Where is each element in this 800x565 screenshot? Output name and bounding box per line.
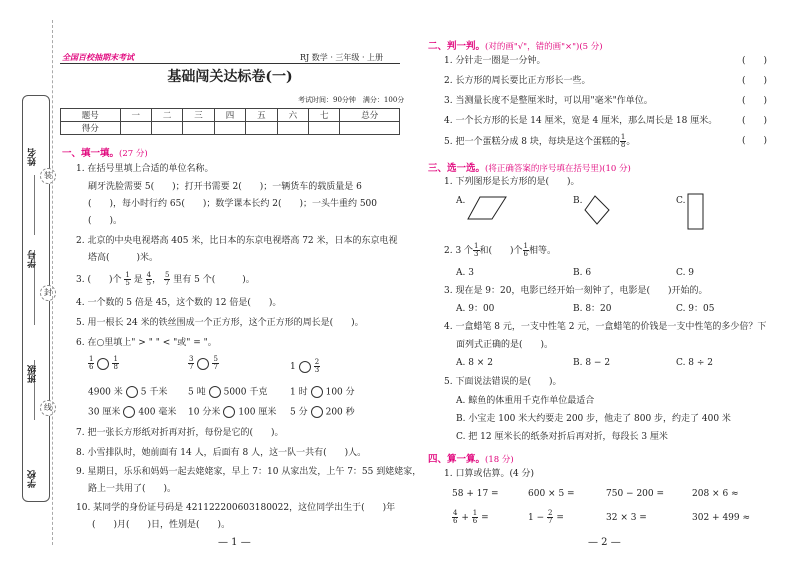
denominator: 7 [189, 363, 194, 371]
compare-left: 1 [290, 362, 296, 372]
q6-compare-8[interactable] [188, 406, 276, 419]
section-4-points: (18 分) [485, 455, 514, 465]
denominator: 5 [125, 279, 130, 287]
compare-left: 10 分米 [188, 407, 221, 418]
judge-item-2: 2. 长方形的周长要比正方形长一些。 [444, 76, 591, 86]
numerator: 4 [453, 509, 458, 517]
compare-left: 5 分 [290, 407, 308, 418]
judge-answer-1[interactable]: ( ) [742, 56, 768, 66]
seal-mark-2: 封 [40, 285, 56, 301]
judge-answer-5[interactable]: ( ) [742, 136, 768, 146]
choice-q3-option-a[interactable]: A. 9：00 [456, 304, 495, 314]
choice-q4-line-1: 4. 一盒蜡笔 8 元，一支中性笔 2 元，一盒蜡笔的价钱是一支中性笔的多少倍？下 [444, 322, 767, 332]
judge-item-5-text: 5. 把一个蛋糕分成 8 块，每块是这个蛋糕的 [444, 137, 620, 147]
fraction [112, 356, 118, 371]
time-info: 考试时间：90分钟 满分：100分 [298, 96, 405, 104]
page-number-2: — 2 — [588, 537, 621, 548]
section-1-title [62, 145, 148, 159]
q6-text: 6. 在○里填上" > " " < "或" = "。 [76, 338, 217, 348]
score-input[interactable] [214, 122, 245, 135]
q9-line-1: 9. 星期日，乐乐和妈妈一起去姥姥家，早上 7：10 从家出发，上午 7：55 到姥姥家， [76, 467, 422, 477]
fraction [88, 356, 94, 371]
q3-line[interactable] [76, 272, 255, 287]
binding-dashed-line [52, 20, 53, 545]
fraction [124, 272, 130, 287]
fraction [212, 356, 218, 371]
q6-compare-3[interactable] [290, 359, 320, 374]
score-cell: 题号 [61, 109, 121, 122]
q3-comma: ， [152, 275, 162, 285]
series-label: 全国百校抽期末考试 [62, 52, 134, 62]
choice-q2-part-a: 2. 3 个 [444, 246, 474, 256]
compare-circle[interactable] [126, 386, 138, 398]
judge-item-3: 3. 当测量长度不是整厘米时，可以用"毫米"作单位。 [444, 96, 653, 106]
seal-mark-1: 装 [40, 168, 56, 184]
numerator: 1 [620, 133, 626, 141]
compare-left: 5 吨 [188, 387, 206, 398]
denominator: 8 [113, 363, 118, 371]
q7-text[interactable]: 7. 把一张长方形纸对折再对折，每份是它的( )。 [76, 428, 284, 438]
compare-circle[interactable] [197, 358, 209, 370]
score-header-row [61, 109, 400, 122]
section-2-points: (对的画"√"，错的画"×")(5 分) [485, 42, 603, 52]
judge-answer-3[interactable]: ( ) [742, 96, 768, 106]
name-line [34, 175, 35, 235]
score-cell: 四 [214, 109, 245, 122]
fraction [547, 510, 553, 525]
choice-q3-text[interactable]: 3. 现在是 9：20，电影已经开始一刻钟了，电影是( )开始的。 [444, 286, 708, 296]
score-cell: 七 [309, 109, 340, 122]
denominator: 3 [474, 250, 479, 258]
q6-compare-6[interactable] [290, 386, 355, 399]
compare-left: 4900 米 [88, 387, 123, 398]
score-cell: 五 [246, 109, 277, 122]
score-cell: 六 [277, 109, 308, 122]
denominator: 7 [213, 363, 218, 371]
seal-mark-3: 线 [40, 400, 56, 416]
section-3-title [428, 160, 631, 174]
q1-line-1[interactable]: 刷牙洗脸需要 5( )；打开书需要 2( )；一辆货车的载质量是 6 [88, 182, 362, 192]
score-input[interactable] [151, 122, 182, 135]
score-cell: 总分 [340, 109, 400, 122]
numerator: 2 [548, 509, 553, 517]
numerator: 5 [164, 271, 170, 279]
numerator: 1 [474, 242, 479, 250]
compare-right: 5000 千克 [223, 387, 268, 398]
numerator: 1 [113, 355, 118, 363]
choice-q3-option-b[interactable]: B. 8：20 [573, 304, 612, 314]
q6-compare-7[interactable] [88, 406, 176, 419]
numerator: 1 [89, 355, 94, 363]
calc-item[interactable]: 600 × 5 = [528, 489, 575, 499]
q3-part-a: 3. ( )个 [76, 275, 122, 285]
compare-circle[interactable] [311, 406, 323, 418]
choice-q3-option-c[interactable]: C. 9：05 [676, 304, 715, 314]
equals-sign: = [556, 513, 564, 523]
fraction [472, 510, 478, 525]
calc-item[interactable] [528, 510, 564, 525]
q3-part-b: 是 [133, 275, 143, 285]
equals-sign: = [481, 513, 489, 523]
numerator: 4 [146, 271, 152, 279]
choice-q5-option-c[interactable]: C. 把 12 厘米长的纸条对折后再对折，每段长 3 厘米 [456, 432, 668, 442]
score-input[interactable] [183, 122, 214, 135]
q1-line-3[interactable]: ( )。 [88, 216, 123, 226]
score-input[interactable] [277, 122, 308, 135]
calc-item[interactable]: 750 − 200 = [606, 489, 665, 499]
compare-right: 200 秒 [325, 407, 355, 418]
choice-q2-part-b: 和( )个 [479, 246, 523, 256]
calc-item[interactable]: 208 × 6 ≈ [692, 489, 739, 499]
class-label: 班级 [28, 365, 38, 383]
score-label-cell: 得分 [61, 122, 121, 135]
compare-left: 30 厘米 [88, 407, 121, 418]
numerator: 1 [125, 271, 130, 279]
page-title: 基础闯关达标卷(一) [167, 69, 293, 85]
compare-circle[interactable] [123, 406, 135, 418]
compare-circle[interactable] [97, 358, 109, 370]
q8-text[interactable]: 8. 小雪排队时，她前面有 14 人，后面有 8 人，这一队一共有( )人。 [76, 448, 367, 458]
compare-right: 5 千米 [140, 387, 168, 398]
q4-text[interactable]: 4. 一个数的 5 倍是 45，这个数的 12 倍是( )。 [76, 298, 282, 308]
page-number-1: — 1 — [218, 537, 251, 548]
denominator: 5 [146, 279, 152, 287]
denominator: 6 [89, 363, 94, 371]
score-input[interactable] [120, 122, 151, 135]
section-2-title [428, 38, 603, 52]
numerator: 3 [189, 355, 194, 363]
book-label: RJ 数学 · 三年级 · 上册 [300, 53, 384, 62]
choice-q2-part-c: 相等。 [529, 246, 557, 256]
compare-right: 400 毫米 [138, 407, 177, 418]
section-4-heading: 四、算一算。 [428, 454, 486, 465]
header-rule [60, 63, 400, 64]
parallelogram-shape [466, 195, 508, 221]
choice-q2-option-b[interactable]: B. 6 [573, 268, 592, 278]
school-label: 学校 [28, 470, 38, 488]
choice-q2-text[interactable] [444, 243, 556, 258]
score-cell: 二 [151, 109, 182, 122]
choice-q1-option-c[interactable]: C. [676, 196, 686, 206]
fraction [452, 510, 458, 525]
fraction [164, 272, 170, 287]
score-cell: 三 [183, 109, 214, 122]
calc-item[interactable] [452, 510, 489, 525]
section-3-points: (将正确答案的序号填在括号里)(10 分) [485, 164, 631, 174]
choice-q4-option-a[interactable]: A. 8 × 2 [456, 358, 493, 368]
q9-line-2[interactable]: 路上一共用了( )。 [88, 484, 177, 494]
q6-compare-4[interactable] [88, 386, 167, 399]
compare-circle[interactable] [223, 406, 235, 418]
denominator: 3 [314, 366, 320, 374]
q10-line-1[interactable]: 10. 某同学的身份证号码是 421122200603180022，这位同学出生于( )年 [76, 503, 396, 513]
q1-line-2[interactable]: ( )，每小时行约 65( )；数学课本长约 2( )；一头牛重约 500 [88, 199, 378, 209]
score-input[interactable] [246, 122, 277, 135]
q6-compare-1[interactable] [88, 356, 119, 371]
section-2-heading: 二、判一判。 [428, 41, 486, 52]
kite-shape [583, 194, 613, 226]
name-label: 姓名 [28, 148, 38, 166]
score-input[interactable] [309, 122, 340, 135]
rectangle-shape [686, 192, 706, 232]
q6-compare-9[interactable] [290, 406, 355, 419]
score-value-row [61, 122, 400, 135]
q6-compare-2[interactable] [188, 356, 219, 371]
fraction [188, 356, 194, 371]
numerator: 2 [314, 358, 320, 366]
q10-line-2[interactable]: ( )月( )日，性别是( )。 [92, 520, 231, 530]
judge-item-4: 4. 一个长方形的长是 14 厘米，宽是 4 厘米，那么周长是 18 厘米。 [444, 116, 718, 126]
choice-q5-option-b[interactable]: B. 小宝走 100 米大约要走 200 步，他走了 800 步，约走了 400 米 [456, 414, 731, 424]
choice-q4-option-b[interactable]: B. 8 − 2 [573, 358, 611, 368]
choice-q1-text[interactable]: 1. 下列图形是长方形的是( )。 [444, 177, 580, 187]
compare-right: 100 分 [325, 387, 355, 398]
q1-text: 1. 在括号里填上合适的单位名称。 [76, 164, 214, 174]
q6-compare-5[interactable] [188, 386, 267, 399]
calc-q1-text: 1. 口算或估算。(4 分) [444, 469, 535, 479]
q3-part-d: 里有 5 个( )。 [173, 275, 255, 285]
judge-item-5 [444, 134, 635, 149]
score-table [60, 108, 400, 135]
calc-item[interactable]: 58 + 17 = [452, 489, 499, 499]
section-4-title [428, 451, 514, 465]
section-1-points: (27 分) [119, 149, 148, 159]
q5-text[interactable]: 5. 用一根长 24 米的铁丝围成一个正方形，这个正方形的周长是( )。 [76, 318, 364, 328]
judge-answer-2[interactable]: ( ) [742, 76, 768, 86]
judge-item-1: 1. 分针走一圈是一分钟。 [444, 56, 546, 66]
denominator: 7 [164, 279, 170, 287]
choice-q1-option-a[interactable]: A. [456, 196, 466, 206]
plus-sign: + [461, 513, 469, 523]
calc-item[interactable]: 302 + 499 ≈ [692, 513, 751, 523]
q2-line-1: 2. 北京的中央电视塔高 405 米，比日本的东京电视塔高 72 米，日本的东京电视 [76, 236, 398, 246]
judge-item-5-end: 。 [626, 137, 636, 147]
denominator: 6 [523, 250, 529, 258]
choice-q5-text[interactable]: 5. 下面说法错误的是( )。 [444, 377, 562, 387]
choice-q4-option-c[interactable]: C. 8 ÷ 2 [676, 358, 714, 368]
choice-q4-line-2[interactable]: 面列式正确的是( )。 [456, 340, 554, 350]
calc-left: 1 − [528, 513, 545, 523]
calc-item[interactable]: 32 × 3 = [606, 513, 647, 523]
fraction [314, 359, 320, 374]
compare-left: 1 时 [290, 387, 308, 398]
choice-q5-option-a[interactable]: A. 鲸鱼的体重用千克作单位最适合 [456, 396, 595, 406]
q2-line-2[interactable]: 塔高( )米。 [88, 253, 159, 263]
compare-circle[interactable] [311, 386, 323, 398]
compare-circle[interactable] [209, 386, 221, 398]
choice-q1-option-b[interactable]: B. [573, 196, 583, 206]
denominator: 6 [472, 517, 478, 525]
score-cell: 一 [120, 109, 151, 122]
judge-answer-4[interactable]: ( ) [742, 116, 768, 126]
choice-q2-option-c[interactable]: C. 9 [676, 268, 695, 278]
choice-q2-option-a[interactable]: A. 3 [456, 268, 474, 278]
section-3-heading: 三、选一选。 [428, 163, 486, 174]
student-id-label: 学号 [28, 250, 38, 268]
numerator: 1 [472, 509, 478, 517]
section-1-heading: 一、填一填。 [62, 148, 120, 159]
score-input[interactable] [340, 122, 400, 135]
binding-sidebar [0, 0, 58, 565]
numerator: 5 [213, 355, 218, 363]
denominator: 7 [548, 517, 553, 525]
compare-circle[interactable] [299, 361, 311, 373]
denominator: 8 [620, 141, 626, 149]
denominator: 6 [453, 517, 458, 525]
compare-right: 100 厘米 [238, 407, 277, 418]
numerator: 1 [523, 242, 529, 250]
